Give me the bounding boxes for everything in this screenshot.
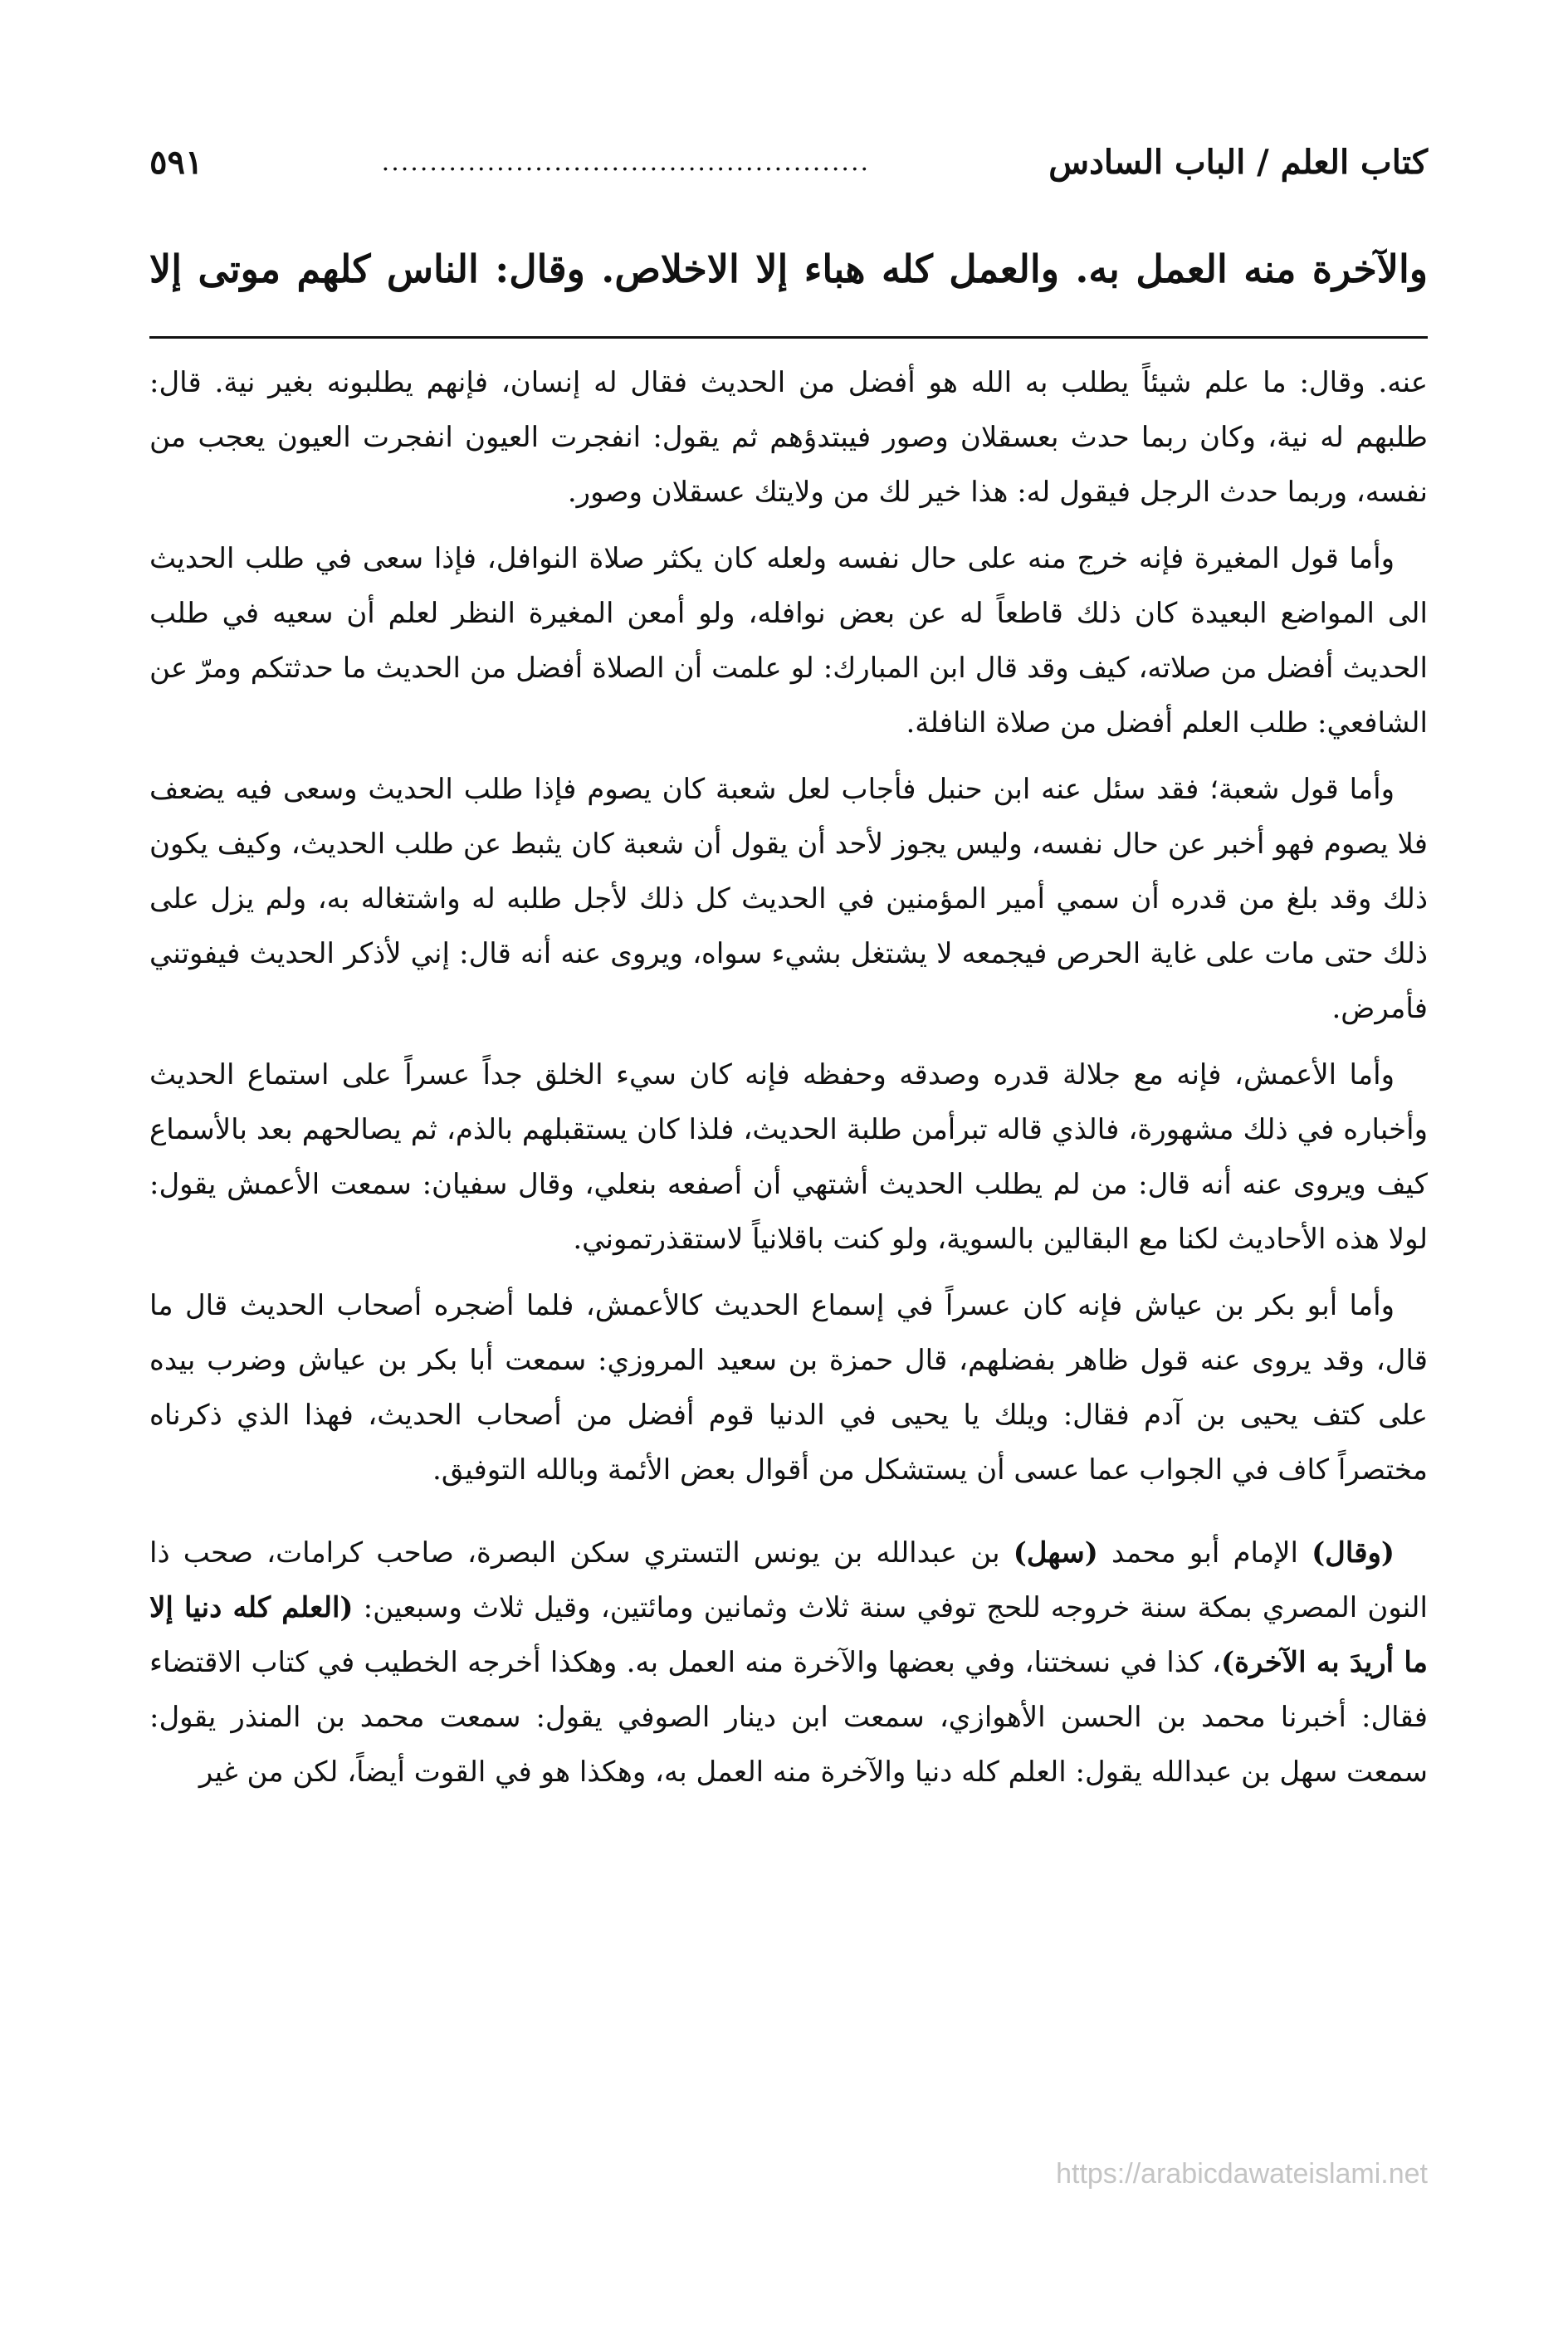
text-segment: ، كذا في نسختنا، وفي بعضها والآخرة منه العمل به. وهكذا أخرجه الخطيب في كتاب الاقتضاء فقال: أخبرنا محمد بن الحسن الأهوازي، سمعت ابن دينار الصوفي يقول: سمعت محمد بن المنذر يقول: سمعت سهل بن عبدالله يقول: العلم كله دنيا والآخرة منه العمل به، وهكذا هو في القوت أيضاً، لكن من غير xyxy=(149,1646,1428,1789)
running-header xyxy=(149,137,1428,187)
main-text-line: والآخرة منه العمل به. والعمل كله هباء إلا الاخلاص. وقال: الناس كلهم موتى إلا xyxy=(149,247,1428,291)
page-number: ٥٩١ xyxy=(149,142,203,182)
chapter-title: كتاب العلم / الباب السادس xyxy=(1048,142,1428,182)
commentary-block xyxy=(149,355,1428,1811)
website-watermark: https://arabicdawateislami.net xyxy=(1056,2158,1428,2190)
commentary-paragraph-5: وأما أبو بكر بن عياش فإنه كان عسراً في إسماع الحديث كالأعمش، فلما أضجره أصحاب الحديث قال ما قال، وقد يروى عنه قول ظاهر بفضلهم، قال حمزة بن سعيد المروزي: سمعت أبا بكر بن عياش وضرب بيده على كتف يحيى بن آدم فقال: ويلك يا يحيى في الدنيا قوم أفضل من أصحاب الحديث، فهذا الذي ذكرناه مختصراً كاف في الجواب عما عسى أن يستشكل من أقوال بعض الأئمة وبالله التوفيق. xyxy=(149,1289,1428,1487)
bold-term-sahl: (سهل) xyxy=(1013,1536,1098,1570)
header-leader-dots: ................................................... xyxy=(381,147,871,177)
commentary-paragraph-6 xyxy=(149,1526,1428,1800)
footnote-divider xyxy=(149,336,1428,339)
commentary-paragraph-1: عنه. وقال: ما علم شيئاً يطلب به الله هو أفضل من الحديث فقال له إنسان، فإنهم يطلبونه بغير نية. قال: طلبهم له نية، وكان ربما حدث بعسقلان وصور فيبتدؤهم ثم يقول: انفجرت العيون انفجرت العيون يعجب من نفسه، وربما حدث الرجل فيقول له: هذا خير لك من ولايتك عسقلان وصور. xyxy=(149,366,1428,509)
commentary-paragraph-3: وأما قول شعبة؛ فقد سئل عنه ابن حنبل فأجاب لعل شعبة كان يصوم فإذا طلب الحديث وسعى فيه يضعف فلا يصوم فهو أخبر عن حال نفسه، وليس يجوز لأحد أن يقول أن شعبة كان يثبط عن طلب الحديث، وكيف يكون ذلك وقد بلغ من قدره أن سمي أمير المؤمنين في الحديث كل ذلك لأجل طلبه له واشتغاله به، ولم يزل على ذلك حتى مات على غاية الحرص فيجمعه لا يشتغل بشيء سواه، ويروى عنه أنه قال: إني لأذكر الحديث فيفوتني فأمرض. xyxy=(149,773,1428,1025)
bold-quote: (العلم كله دنيا إلا ما أريدَ به الآخرة) xyxy=(149,1591,1428,1679)
commentary-paragraph-2: وأما قول المغيرة فإنه خرج منه على حال نفسه ولعله كان يكثر صلاة النوافل، فإذا سعى في طلب الحديث الى المواضع البعيدة كان ذلك قاطعاً له عن بعض نوافله، ولو أمعن المغيرة النظر لعلم أن سعيه في طلب الحديث أفضل من صلاته، كيف وقد قال ابن المبارك: لو علمت أن الصلاة أفضل من الحديث ما حدثتكم ومرّ عن الشافعي: طلب العلم أفضل من صلاة النافلة. xyxy=(149,542,1428,740)
text-segment: الإمام أبو محمد xyxy=(1097,1536,1312,1570)
bold-term-waqal: (وقال) xyxy=(1312,1536,1395,1570)
text-segment: بن عبدالله بن يونس التستري سكن البصرة، صاحب كرامات، صحب ذا النون المصري بمكة سنة خروجه للحج توفي سنة ثلاث وثمانين ومائتين، وقيل ثلاث وسبعين: xyxy=(149,1536,1428,1624)
commentary-paragraph-4: وأما الأعمش، فإنه مع جلالة قدره وصدقه وحفظه فإنه كان سيء الخلق جداً عسراً على استماع الحديث وأخباره في ذلك مشهورة، فالذي قاله تبرأمن طلبة الحديث، فلذا كان يستقبلهم بالذم، ثم يصالحهم بعد بالأسماع كيف ويروى عنه أنه قال: من لم يطلب الحديث أشتهي أن أصفعه بنعلي، وقال سفيان: سمعت الأعمش يقول: لولا هذه الأحاديث لكنا مع البقالين بالسوية، ولو كنت باقلانياً لاستقذرتموني. xyxy=(149,1058,1428,1256)
